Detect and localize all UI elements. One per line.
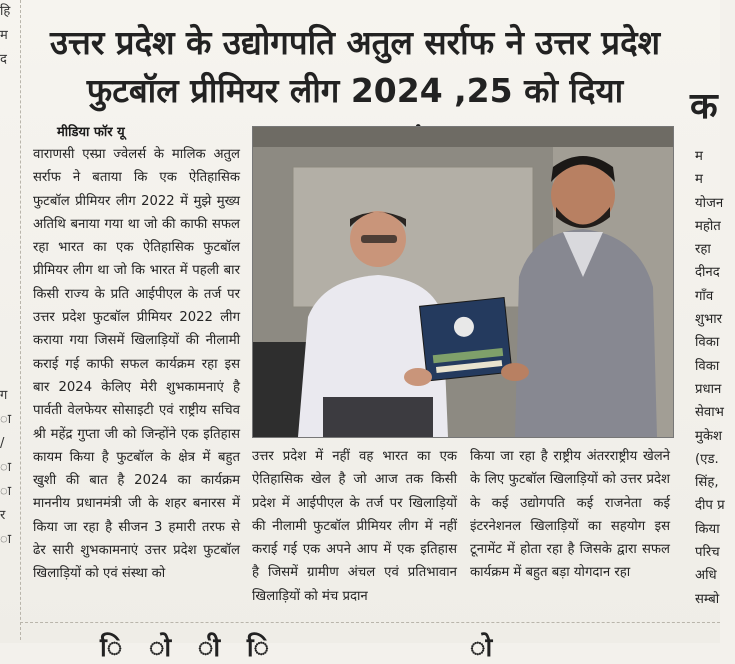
column-divider bbox=[20, 0, 21, 640]
left-col-line: / bbox=[0, 436, 5, 451]
left-col-line: ग bbox=[0, 388, 8, 403]
left-col-line: र bbox=[0, 508, 6, 523]
news-photo bbox=[252, 126, 674, 438]
right-col-line: परिच bbox=[695, 545, 720, 561]
right-col-line: रहा bbox=[695, 242, 711, 258]
left-col-line: हि bbox=[0, 4, 11, 19]
left-col-line: ा bbox=[0, 460, 12, 475]
right-col-line: दीनद bbox=[695, 265, 720, 281]
left-col-line: ा bbox=[0, 532, 12, 547]
right-col-line: प्रधान bbox=[695, 381, 722, 397]
right-col-line: म bbox=[695, 172, 703, 188]
right-col-line: योजन bbox=[695, 195, 724, 211]
right-cutoff-column bbox=[695, 145, 735, 611]
right-column-heading: क bbox=[690, 86, 718, 127]
photo-illustration bbox=[253, 127, 673, 437]
bottom-divider bbox=[20, 622, 720, 623]
headline-line-2: फुटबॉल प्रीमियर लीग 2024 ,25 को दिया bbox=[86, 71, 624, 110]
next-headline-fragment-left: ि ो ी ि bbox=[100, 633, 289, 663]
right-col-line: किया bbox=[695, 521, 720, 537]
right-col-line: गाँव bbox=[695, 288, 714, 304]
left-col-line: ा bbox=[0, 484, 12, 499]
article-column-2: उत्तर प्रदेश में नहीं वह भारत का एक ऐतिहासिक खेल है जो आज तक किसी प्रदेश में आईपीएल के तर्ज पर खिलाड़ियों की नीलामी फुटबॉल प्रीमियर लीग में नहीं कराई गई एक अपने आप में एक इतिहास है जिसमें ग्रामीण अंचल एवं प्रतिभावान खिलाड़ियों को मंच प्रदान bbox=[252, 449, 457, 604]
right-col-line: सम्बो bbox=[695, 591, 720, 607]
right-col-line: विका bbox=[695, 335, 720, 351]
right-col-line: सिंह, bbox=[695, 475, 719, 491]
right-col-line: महोत bbox=[695, 218, 721, 234]
left-col-line: द bbox=[0, 52, 7, 67]
right-col-line: अधि bbox=[695, 568, 717, 584]
right-col-line: शुभार bbox=[695, 312, 723, 328]
byline: मीडिया फॉर यू bbox=[57, 125, 125, 140]
next-headline-fragment-right: ो bbox=[470, 633, 493, 663]
right-col-line: (एड. bbox=[695, 451, 719, 467]
article-column-1: वाराणसी एस्प्रा ज्वेलर्स के मालिक अतुल सर्राफ ने बताया कि एक ऐतिहासिक फुटबॉल प्रीमियर लीग 2022 में मुझे मुख्य अतिथि बनाया गया था जो की काफी सफल रहा भारत का एक ऐतिहासिक फुटबॉल प्रीमियर लीग था जो कि भारत में पहली बार किसी राज्य के प्रति आईपीएल के तर्ज पर उत्तर प्रदेश फुटबॉल प्रीमियर 2022 लीग कराया गया जिसमें खिलाड़ियों की नीलामी कराई गई काफी सफल कार्यक्रम रहा इस बार 2024 केलिए मेरी शुभकामनाएं है पार्वती वेलफेयर सोसाइटी एवं राष्ट्रीय सचिव श्री महेंद्र गुप्ता जी को जिन्होंने एक इतिहास कायम किया है फुटबॉल के क्षेत्र में बहुत खुशी की बात है 2024 का कार्यक्रम माननीय प्रधानमंत्री जी के शहर बनारस में किया जा रहा है सीजन 3 हमारी तरफ से ढेर सारी शुभकामनाएं उत्तर प्रदेश फुटबॉल खिलाड़ियों को एवं संस्था को bbox=[33, 147, 240, 582]
right-col-line: सेवाभ bbox=[695, 405, 724, 421]
right-col-line: मुकेश bbox=[695, 428, 722, 444]
right-col-line: विका bbox=[695, 358, 720, 374]
headline-line-1: उत्तर प्रदेश के उद्योगपति अतुल सर्राफ ने उत्तर प्रदेश bbox=[49, 23, 661, 62]
article-column-3: किया जा रहा है राष्ट्रीय अंतरराष्ट्रीय खेलने के लिए फुटबॉल खिलाड़ियों को उत्तर प्रदेश के कई उद्योगपति कई राजनेता कई इंटरनेशनल खिलाड़ियों का सहयोग इस टूनामेंट में होता रहा है जिसके द्वारा सफल कार्यक्रम में बहुत बड़ा योगदान रहा bbox=[470, 449, 670, 581]
right-col-line: म bbox=[695, 149, 703, 164]
left-col-line: ा bbox=[0, 412, 12, 427]
left-cutoff-column bbox=[0, 0, 18, 600]
left-col-line: म bbox=[0, 28, 8, 43]
right-col-line: दीप प्र bbox=[695, 498, 725, 514]
